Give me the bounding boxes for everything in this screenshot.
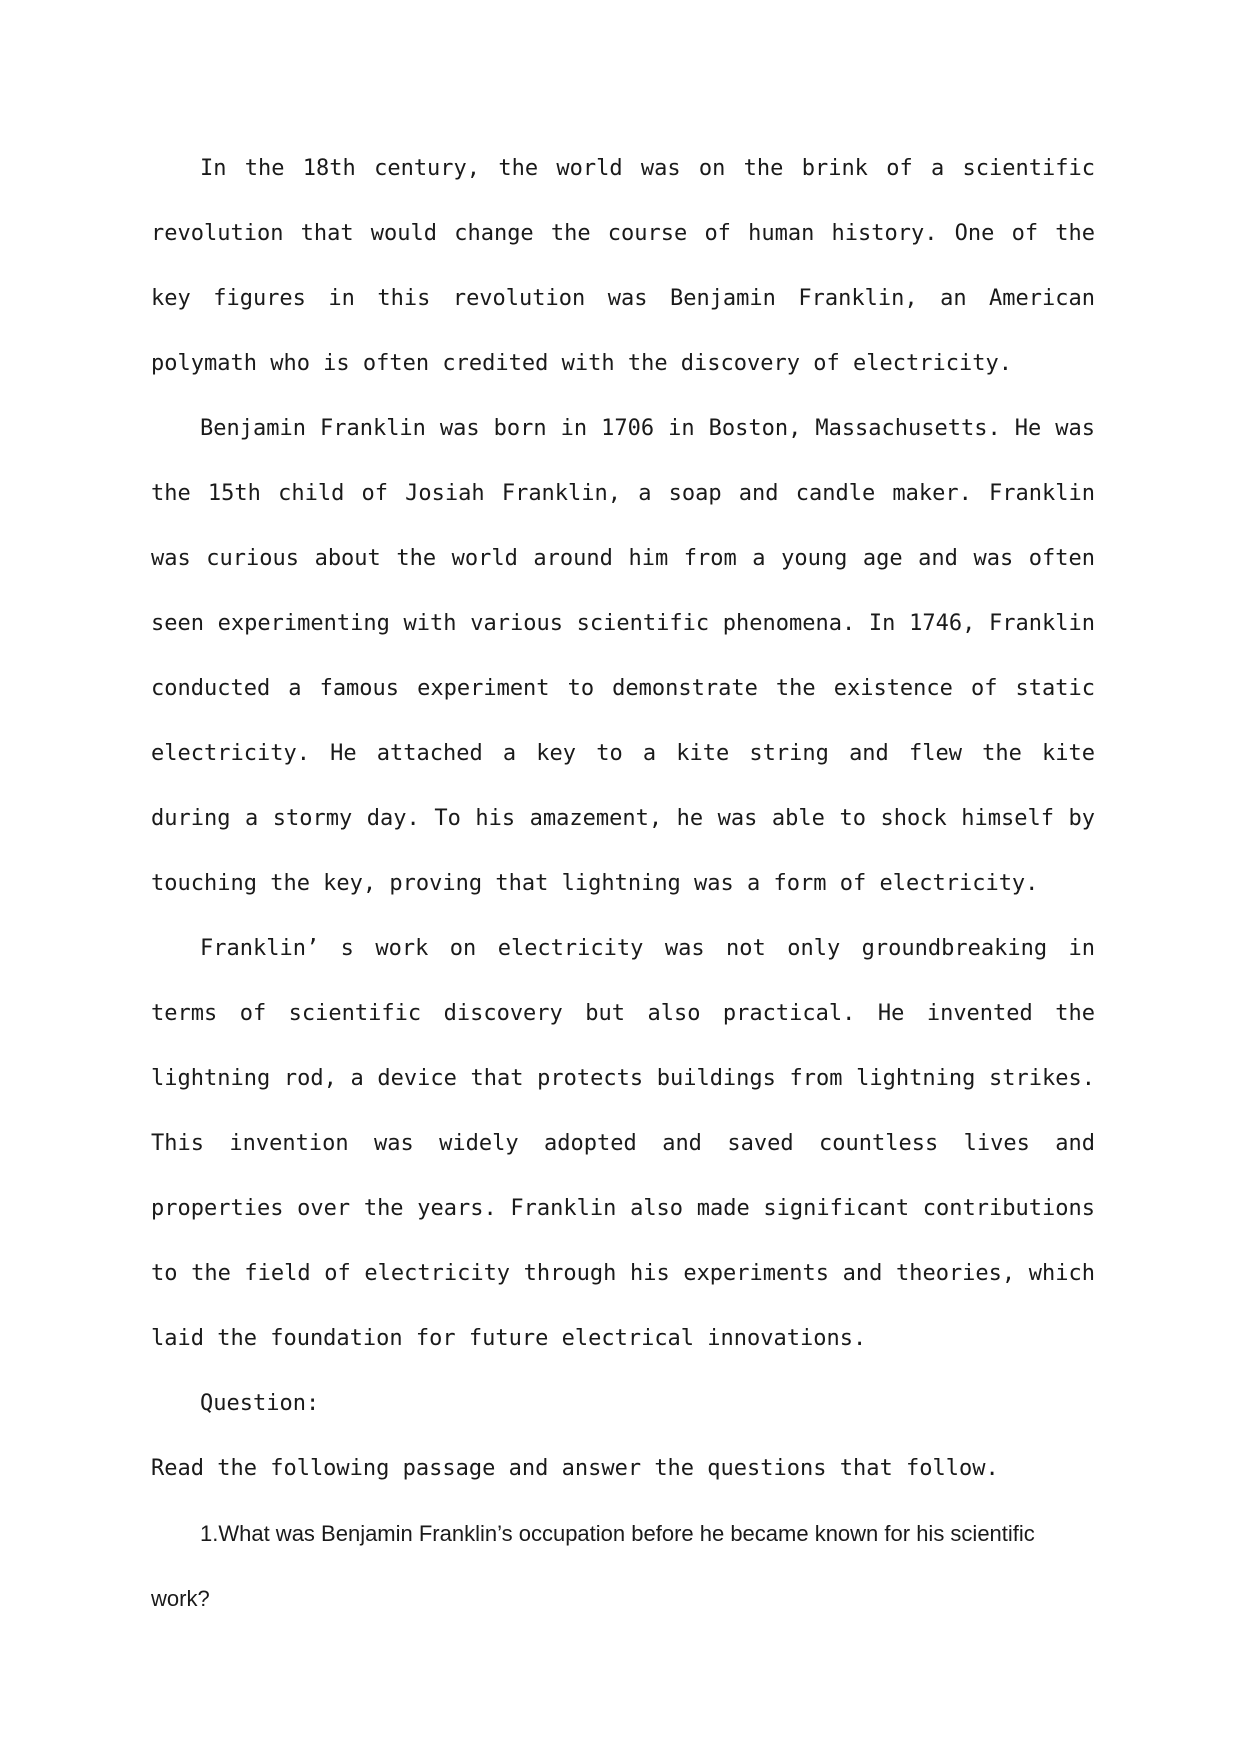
question-label: Question: — [200, 1391, 320, 1416]
paragraph-legacy: Franklin’ s work on electricity was not only groundbreaking in terms of scientific discovery but also practical. He invented the lightning rod, a device that protects buildings from lightning strikes. This invention was widely adopted and saved countless lives and properties over the years. Franklin also made significant contributions to the field of electricity through his experiments and theories, which laid the foundation for future electrical innovations. — [151, 936, 1095, 1351]
instruction-text: Read the following passage and answer the questions that follow. — [151, 1456, 999, 1481]
paragraph-intro: In the 18th century, the world was on the brink of a scientific revolution that would change the course of human history. One of the key figures in this revolution was Benjamin Franklin, an American polymath who is often credited with the discovery of electricity. — [151, 156, 1095, 376]
document-body — [151, 136, 1095, 1631]
paragraph-biography: Benjamin Franklin was born in 1706 in Boston, Massachusetts. He was the 15th child of Josiah Franklin, a soap and candle maker. Franklin was curious about the world around him from a young age and was often seen experimenting with various scientific phenomena. In 1746, Franklin conducted a famous experiment to demonstrate the existence of static electricity. He attached a key to a kite string and flew the kite during a stormy day. To his amazement, he was able to shock himself by touching the key, proving that lightning was a form of electricity. — [151, 416, 1095, 896]
question-item: 1.What was Benjamin Franklin’s occupation before he became known for his scientific work? — [151, 1521, 1035, 1611]
